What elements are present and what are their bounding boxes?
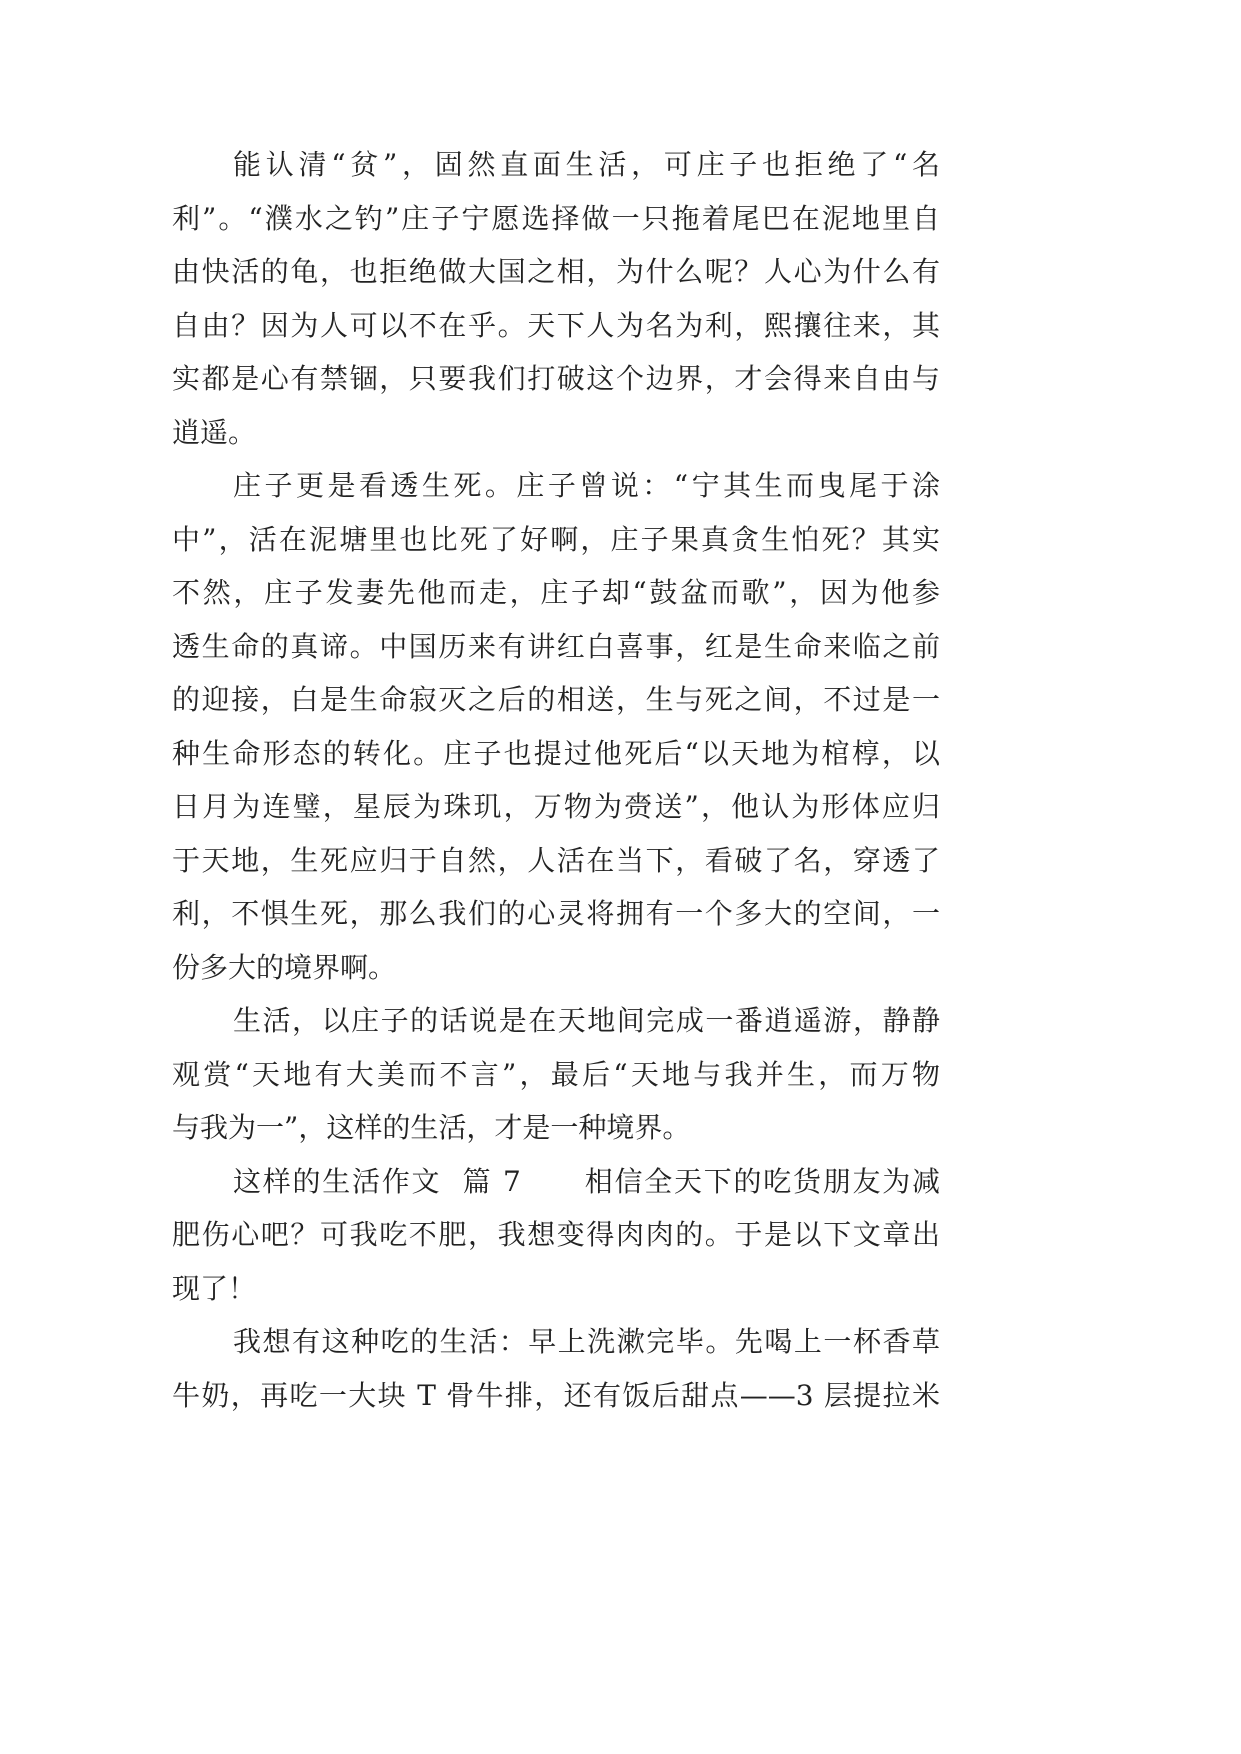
text-line: 能认清“贫”，固然直面生活，可庄子也拒绝了“名 <box>233 148 940 181</box>
paragraph <box>172 994 940 1155</box>
text-line: 与我为一”，这样的生活，才是一种境界。 <box>172 1111 691 1144</box>
text-line: 由快活的龟，也拒绝做大国之相，为什么呢？人心为什么有 <box>172 255 940 288</box>
text-line: 自由？因为人可以不在乎。天下人为名为利，熙攘往来，其 <box>172 308 940 342</box>
text-line: 牛奶，再吃一大块 T 骨牛排，还有饭后甜点——3 层提拉米 <box>172 1378 940 1412</box>
text-line: 观赏“天地有大美而不言”，最后“天地与我并生，而万物 <box>172 1057 940 1091</box>
paragraph <box>172 138 940 459</box>
text-line: 日月为连璧，星辰为珠玑，万物为赍送”，他认为形体应归 <box>172 790 940 823</box>
text-line: 生活，以庄子的话说是在天地间完成一番逍遥游，静静 <box>233 1004 940 1037</box>
text-line: 的迎接，白是生命寂灭之后的相送，生与死之间，不过是一 <box>172 683 940 716</box>
text-line: 利”。“濮水之钓”庄子宁愿选择做一只拖着尾巴在泥地里自 <box>172 201 940 235</box>
text-line: 于天地，生死应归于自然，人活在当下，看破了名，穿透了 <box>172 843 940 877</box>
document-body <box>172 138 940 1422</box>
section-heading-line: 这样的生活作文 篇 7 相信全天下的吃货朋友为减 <box>233 1164 940 1198</box>
text-line: 肥伤心吧？可我吃不肥，我想变得肉肉的。于是以下文章出 <box>172 1218 940 1251</box>
text-line: 庄子更是看透生死。庄子曾说：“宁其生而曳尾于涂 <box>233 469 940 502</box>
text-line: 利，不惧生死，那么我们的心灵将拥有一个多大的空间，一 <box>172 897 940 930</box>
text-line: 种生命形态的转化。庄子也提过他死后“以天地为棺椁，以 <box>172 736 940 770</box>
text-line: 实都是心有禁锢，只要我们打破这个边界，才会得来自由与 <box>172 362 940 395</box>
text-line: 中”，活在泥塘里也比死了好啊，庄子果真贪生怕死？其实 <box>172 522 940 556</box>
paragraph <box>172 459 940 994</box>
paragraph <box>172 1155 940 1316</box>
text-line: 我想有这种吃的生活：早上洗漱完毕。先喝上一杯香草 <box>233 1325 940 1358</box>
text-line: 逍遥。 <box>172 415 257 449</box>
text-line: 份多大的境界啊。 <box>172 950 397 984</box>
text-line: 透生命的真谛。中国历来有讲红白喜事，红是生命来临之前 <box>172 629 940 663</box>
text-line: 现了！ <box>172 1271 257 1305</box>
paragraph <box>172 1315 940 1422</box>
text-line: 不然，庄子发妻先他而走，庄子却“鼓盆而歌”，因为他参 <box>172 576 940 609</box>
